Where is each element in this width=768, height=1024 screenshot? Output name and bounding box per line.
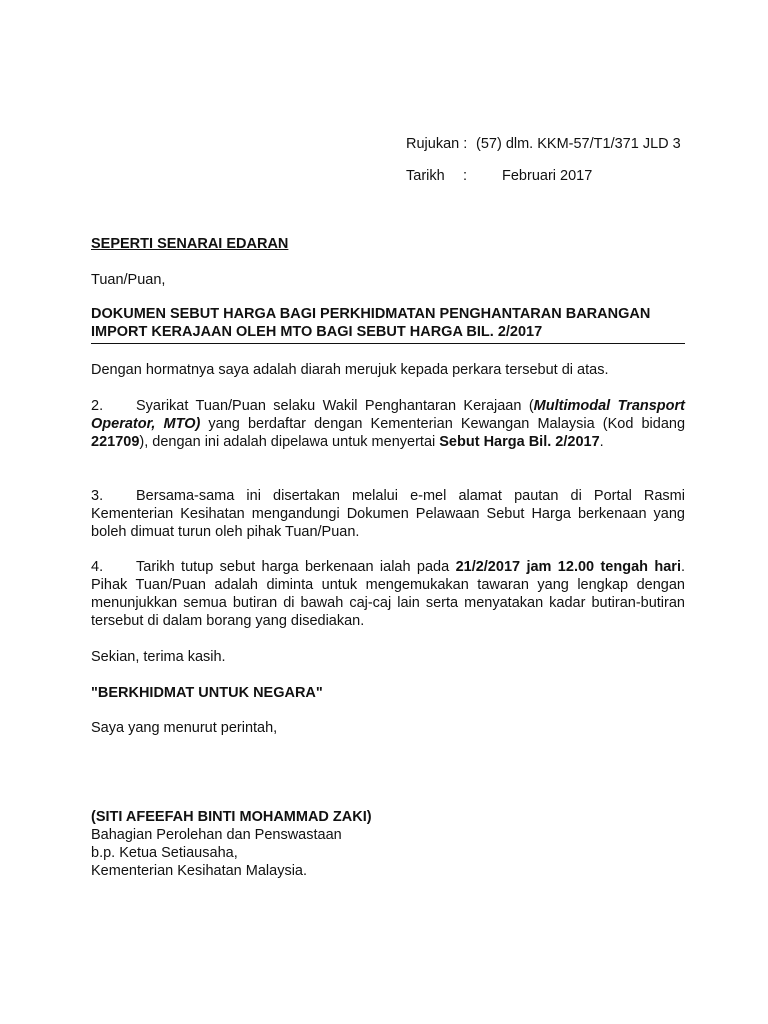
reference-value: (57) dlm. KKM-57/T1/371 JLD 3 [476,136,681,152]
paragraph-text: Bersama-sama ini disertakan melalui e-mel alamat pautan di Portal Rasmi Kementerian Kesihatan mengandungi Dokumen Pelawaan Sebut Harga berkenaan yang boleh dimuat turun oleh pihak Tuan/Puan. [91,488,685,540]
paragraph-text: . Pihak Tuan/Puan adalah diminta untuk mengemukakan tawaran yang lengkap dengan menunjukkan semua butiran di bawah caj-caj lain serta menyatakan kadar butiran-butiran tersebut di dalam borang yang disediakan. [91,559,686,629]
closing-obedient: Saya yang menurut perintah, [91,720,278,736]
signatory-name: (SITI AFEEFAH BINTI MOHAMMAD ZAKI) [91,809,372,825]
signatory-division: Bahagian Perolehan dan Penswastaan [91,827,342,843]
date-value: Februari 2017 [502,168,593,184]
reference-label: Rujukan : [406,136,468,152]
paragraph-number: 4. [91,559,104,575]
paragraph-4 [91,558,685,630]
paragraph-text: yang berdaftar dengan Kementerian Kewangan Malaysia (Kod bidang [200,416,686,432]
paragraph-2 [91,397,685,451]
signatory-ministry: Kementerian Kesihatan Malaysia. [91,863,308,879]
signatory-on-behalf: b.p. Ketua Setiausaha, [91,845,238,861]
closing-thanks: Sekian, terima kasih. [91,649,226,665]
subject-line-2: IMPORT KERAJAAN OLEH MTO BAGI SEBUT HARGA BIL. 2/2017 [91,324,543,340]
paragraph-number: 3. [91,488,104,504]
circulation-heading: SEPERTI SENARAI EDARAN [91,236,289,252]
intro-paragraph: Dengan hormatnya saya adalah diarah merujuk kepada perkara tersebut di atas. [91,362,609,378]
paragraph-number: 2. [91,398,104,414]
paragraph-text: Syarikat Tuan/Puan selaku Wakil Penghantaran Kerajaan ( [136,398,534,414]
signature-block [91,808,372,880]
motto: "BERKHIDMAT UNTUK NEGARA" [91,685,323,701]
paragraph-text: ), dengan ini adalah dipelawa untuk menyertai [139,434,440,450]
subject-line-1: DOKUMEN SEBUT HARGA BAGI PERKHIDMATAN PENGHANTARAN BARANGAN [91,306,651,322]
paragraph-emphasis: Multimodal Transport Operator, MTO) [91,398,685,432]
date-label: Tarikh [406,168,445,184]
subject-heading [91,305,685,344]
paragraph-3 [91,487,685,541]
salutation: Tuan/Puan, [91,272,166,288]
paragraph-emphasis: 21/2/2017 jam 12.00 tengah hari [455,559,681,575]
paragraph-emphasis: 221709 [91,434,140,450]
date-colon: : [463,168,468,184]
paragraph-emphasis: Sebut Harga Bil. 2/2017 [439,434,600,450]
paragraph-text: Tarikh tutup sebut harga berkenaan ialah pada [136,559,456,575]
paragraph-text: . [599,434,604,450]
